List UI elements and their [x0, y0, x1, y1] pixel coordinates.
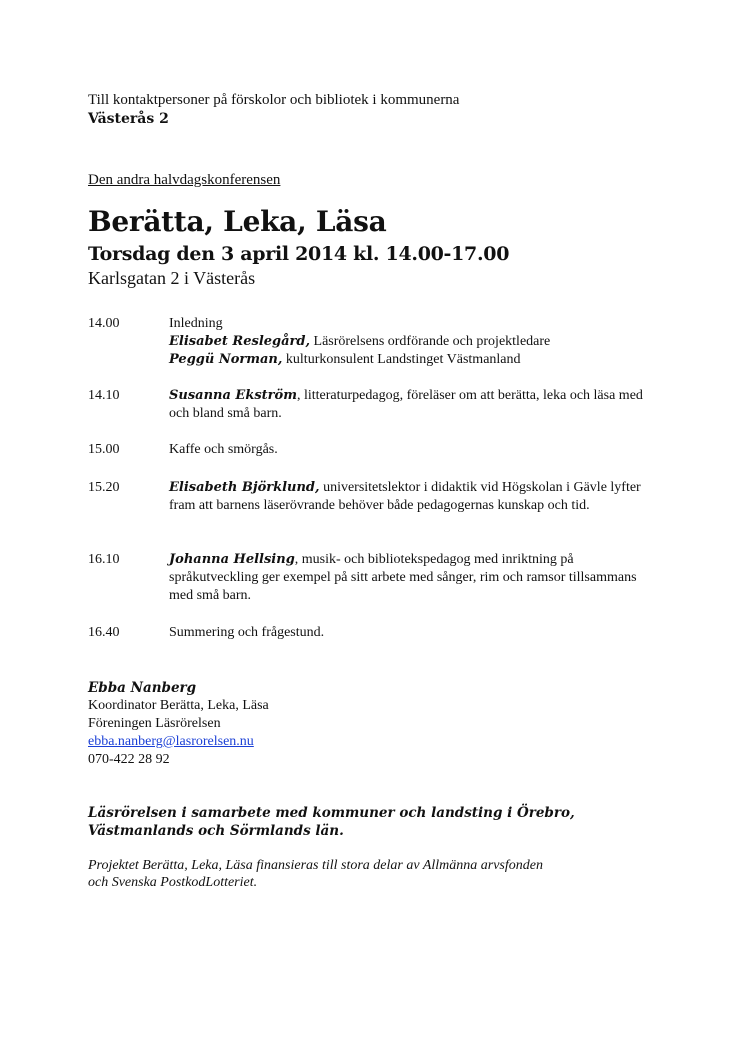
- program-time: 16.10: [88, 552, 120, 567]
- program-line: [169, 351, 649, 369]
- program-line-text: kulturkonsulent Landstinget Västmanland: [282, 352, 521, 367]
- program-time: 15.20: [88, 480, 120, 495]
- program-text: universitetslektor i didaktik vid Högskolan i Gävle lyfter fram att barnens läserövrande behöver både pedagogernas kunskap och tid.: [169, 480, 641, 513]
- program-time: 14.10: [88, 388, 120, 403]
- speaker-name: Elisabet Reslegård,: [169, 334, 311, 349]
- contact-email-row: [88, 733, 254, 751]
- program-time: 14.00: [88, 316, 120, 331]
- program-description: [169, 624, 649, 642]
- contact-phone: 070-422 28 92: [88, 752, 170, 767]
- program-time: 16.40: [88, 625, 120, 640]
- contact-organization: Föreningen Läsrörelsen: [88, 716, 221, 731]
- date-line: Torsdag den 3 april 2014 kl. 14.00-17.00: [88, 243, 510, 265]
- contact-name: Ebba Nanberg: [88, 680, 197, 696]
- intro-municipality: Västerås 2: [88, 111, 169, 127]
- speaker-name: Elisabeth Björklund,: [169, 480, 320, 495]
- contact-email-link[interactable]: ebba.nanberg@lasrorelsen.nu: [88, 734, 254, 749]
- program-description: [169, 551, 649, 605]
- program-text: , litteraturpedagog, föreläser om att berätta, leka och läsa med och bland små barn.: [169, 388, 643, 421]
- speaker-name: Peggü Norman,: [169, 352, 283, 367]
- funding-line: Projektet Berätta, Leka, Läsa finansieras till stora delar av Allmänna arvsfonden: [88, 858, 543, 873]
- program-line: [169, 333, 649, 351]
- program-description: [169, 315, 649, 369]
- page-title: Berätta, Leka, Läsa: [88, 205, 387, 238]
- contact-role: Koordinator Berätta, Leka, Läsa: [88, 698, 269, 713]
- program-description: [169, 479, 649, 515]
- program-text: Summering och frågestund.: [169, 625, 325, 640]
- venue: Karlsgatan 2 i Västerås: [88, 268, 256, 288]
- intro-line: Till kontaktpersoner på förskolor och bibliotek i kommunerna: [88, 92, 460, 108]
- program-text: Kaffe och smörgås.: [169, 442, 278, 457]
- program-line: [169, 315, 649, 333]
- program-description: [169, 441, 649, 459]
- program-time: 15.00: [88, 442, 120, 457]
- speaker-name: Susanna Ekström: [169, 388, 297, 403]
- speaker-name: Johanna Hellsing: [169, 552, 295, 567]
- program-description: [169, 387, 649, 423]
- partnership-line: Läsrörelsen i samarbete med kommuner och landsting i Örebro,: [88, 805, 575, 821]
- funding-line: och Svenska PostkodLotteriet.: [88, 875, 258, 890]
- program-line-text: Läsrörelsens ordförande och projektledare: [310, 334, 551, 349]
- program-text: , musik- och bibliotekspedagog med inriktning på språkutveckling ger exempel på sitt arbete med sånger, rim och ramsor tillsammans med små barn.: [169, 552, 637, 603]
- section-label: Den andra halvdagskonferensen: [88, 172, 281, 188]
- program-line-text: Inledning: [169, 316, 223, 331]
- partnership-line: Västmanlands och Sörmlands län.: [88, 823, 344, 839]
